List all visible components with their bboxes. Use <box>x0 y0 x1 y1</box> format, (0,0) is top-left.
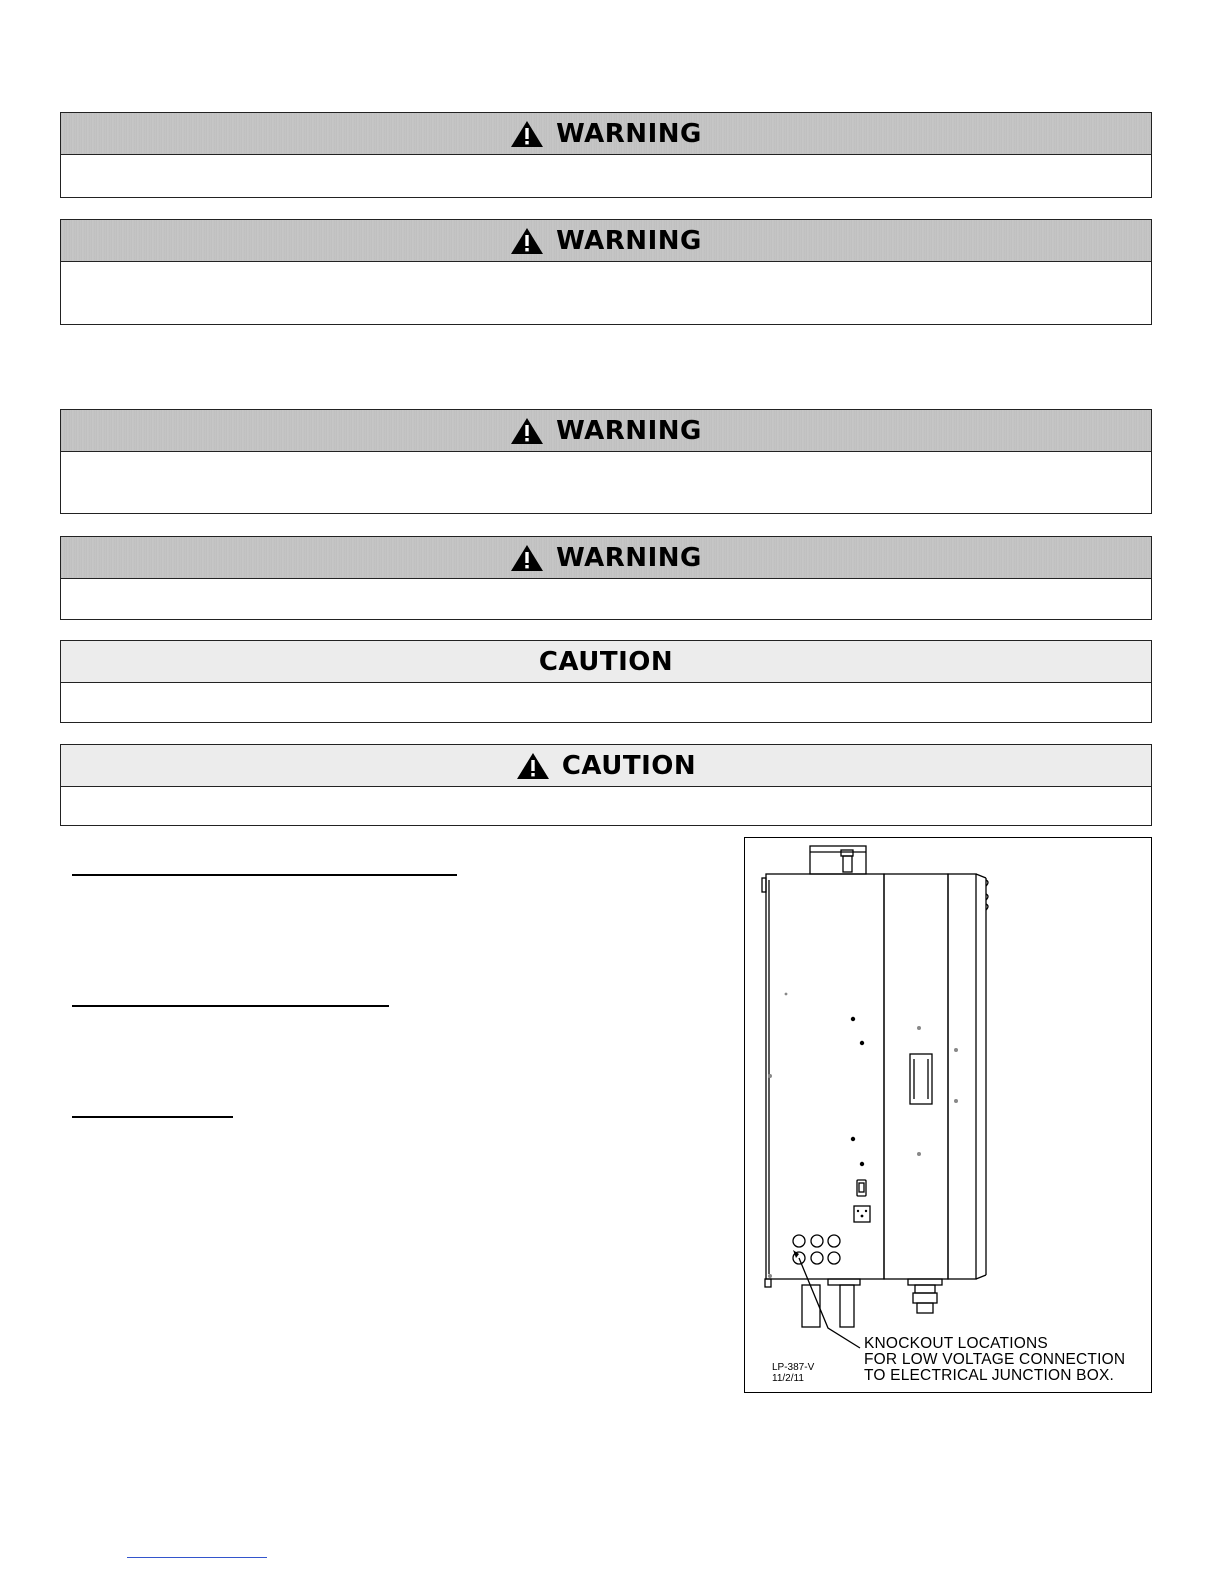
warning-notice-2 <box>60 219 1152 325</box>
warning-label: WARNING <box>556 542 702 573</box>
water-heater-side-drawing <box>745 838 1151 1392</box>
knockout-locations-figure <box>744 837 1152 1393</box>
warning-header <box>61 113 1151 155</box>
section-heading-rule <box>72 1005 389 1007</box>
caution-label: CAUTION <box>561 750 697 781</box>
callout-line-2: FOR LOW VOLTAGE CONNECTION <box>864 1351 1126 1368</box>
callout-line-3: TO ELECTRICAL JUNCTION BOX. <box>864 1367 1114 1384</box>
drawing-id: LP-387-V <box>772 1362 815 1373</box>
warning-header <box>61 410 1151 452</box>
footer-link-underline[interactable] <box>127 1557 267 1558</box>
section-heading-rule <box>72 1116 233 1118</box>
caution-label: CAUTION <box>538 646 674 677</box>
warning-triangle-icon <box>510 417 544 445</box>
warning-notice-4 <box>60 536 1152 620</box>
warning-triangle-icon <box>510 120 544 148</box>
warning-notice-1 <box>60 112 1152 198</box>
caution-notice-2 <box>60 744 1152 826</box>
warning-triangle-icon <box>516 752 550 780</box>
section-heading-rule <box>72 874 457 876</box>
warning-header <box>61 537 1151 579</box>
warning-label: WARNING <box>556 118 702 149</box>
caution-header <box>61 641 1151 683</box>
warning-notice-3 <box>60 409 1152 514</box>
warning-label: WARNING <box>556 415 702 446</box>
warning-triangle-icon <box>510 544 544 572</box>
warning-header <box>61 220 1151 262</box>
callout-line-1: KNOCKOUT LOCATIONS <box>864 1335 1048 1352</box>
caution-notice-1 <box>60 640 1152 723</box>
warning-triangle-icon <box>510 227 544 255</box>
caution-header <box>61 745 1151 787</box>
drawing-date: 11/2/11 <box>772 1373 804 1384</box>
warning-label: WARNING <box>556 225 702 256</box>
